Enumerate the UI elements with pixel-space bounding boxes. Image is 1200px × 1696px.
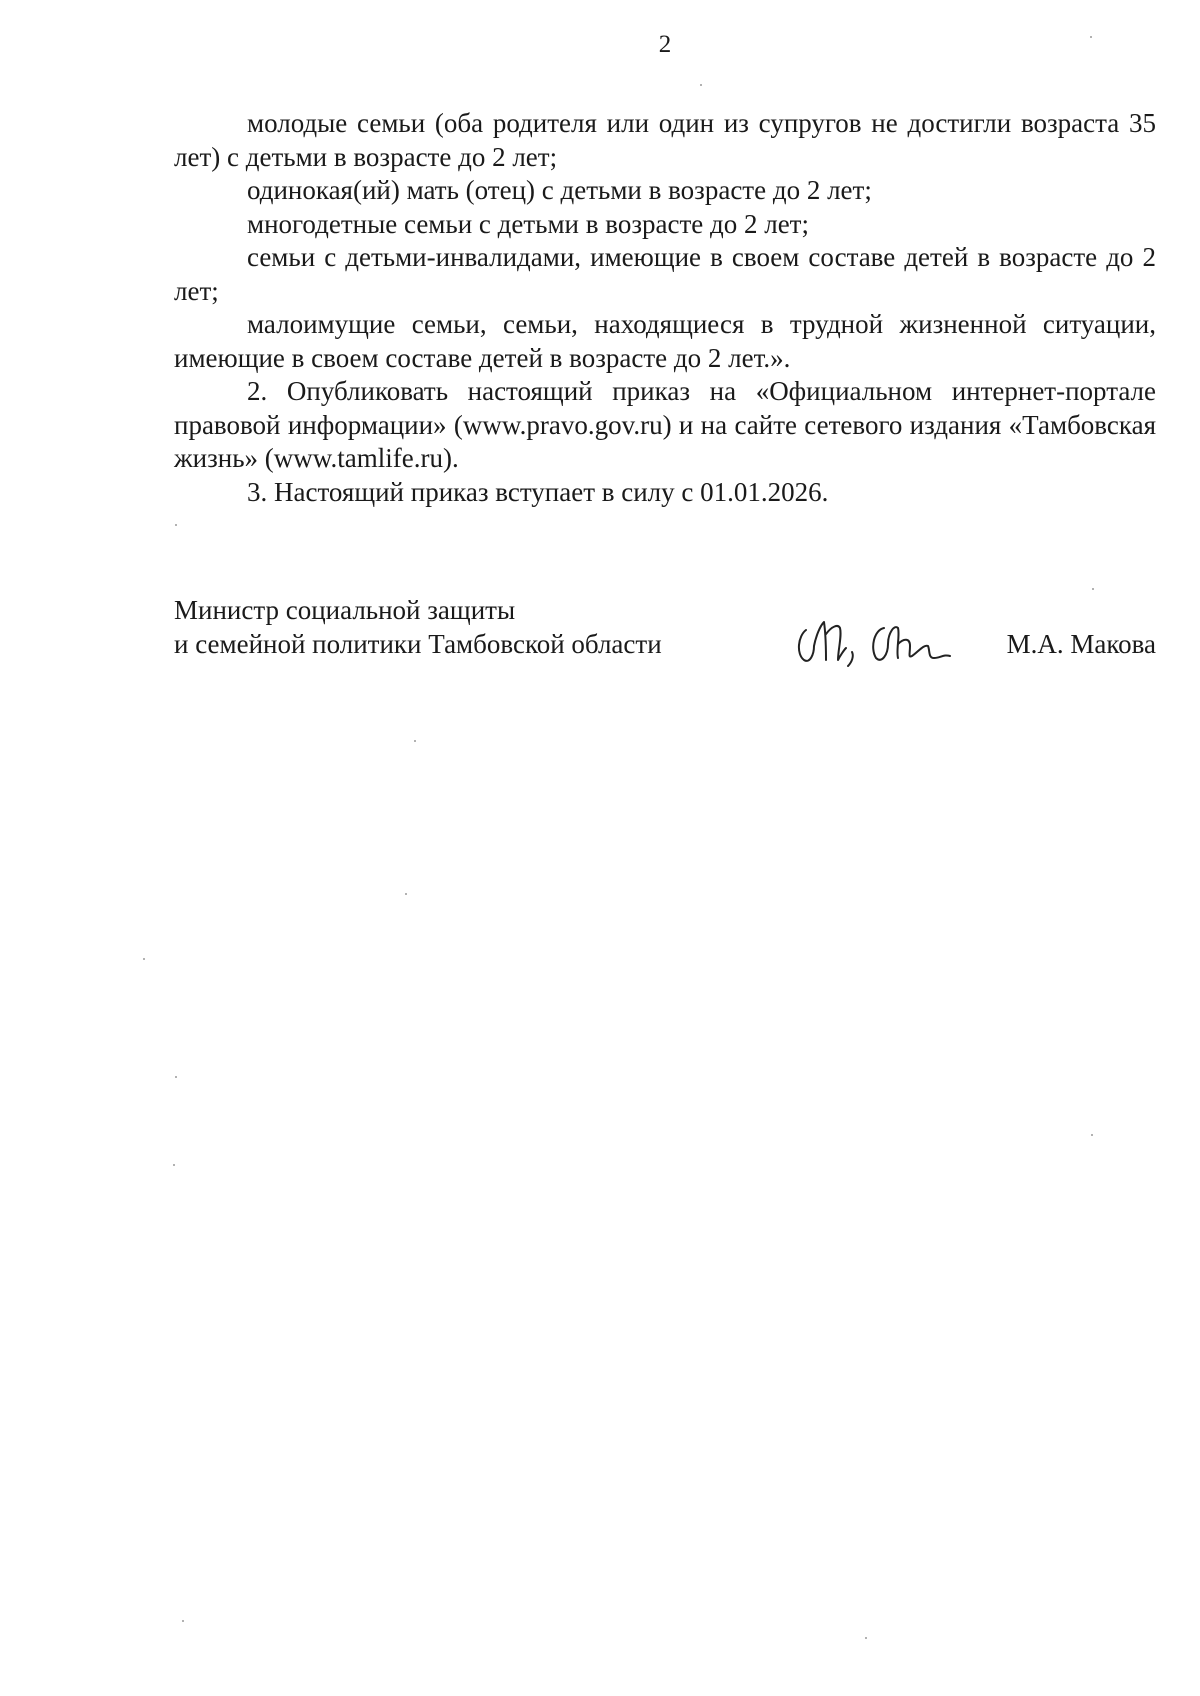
scan-speck [405,893,407,895]
scan-speck [865,1637,867,1639]
scan-speck [1090,36,1092,38]
signature-block [174,594,1156,674]
scan-speck [175,524,177,526]
scan-speck [173,1164,175,1166]
clause-publication: 2. Опубликовать настоящий приказ на «Официальном интернет-портале правовой информации» (www.pravo.gov.ru) и на сайте сетевого издания «Тамбовская жизнь» (www.tamlife.ru). [174,376,1156,473]
list-item-young-families: молодые семьи (оба родителя или один из супругов не достигли возраста 35 лет) с детьми в возрасте до 2 лет; [174,108,1156,172]
signatory-title-line-1: Министр социальной защиты [174,595,516,625]
scan-speck [182,1620,184,1622]
signatory-name: М.А. Макова [1006,629,1156,659]
list-item-single-parent: одинокая(ий) мать (отец) с детьми в возрасте до 2 лет; [247,175,872,205]
scan-speck [175,1076,177,1078]
scan-speck [1092,588,1094,590]
list-item-low-income: малоимущие семьи, семьи, находящиеся в трудной жизненной ситуации, имеющие в своем составе детей в возрасте до 2 лет.». [174,309,1156,373]
list-item-large-families: многодетные семьи с детьми в возрасте до 2 лет; [247,208,809,239]
scan-speck [1091,1134,1093,1136]
handwritten-signature [792,614,962,670]
page-number: 2 [658,31,672,58]
signatory-title-line-2: и семейной политики Тамбовской области [174,628,662,659]
scan-speck [700,84,702,86]
signatory-title [174,594,734,661]
clause-effective-date: 3. Настоящий приказ вступает в силу с 01.01.2026. [247,476,829,507]
document-body [174,107,1156,509]
scan-speck [143,958,145,960]
list-item-disabled-children: семьи с детьми-инвалидами, имеющие в своем составе детей в возрасте до 2 лет; [174,242,1156,306]
scan-speck [414,740,416,742]
